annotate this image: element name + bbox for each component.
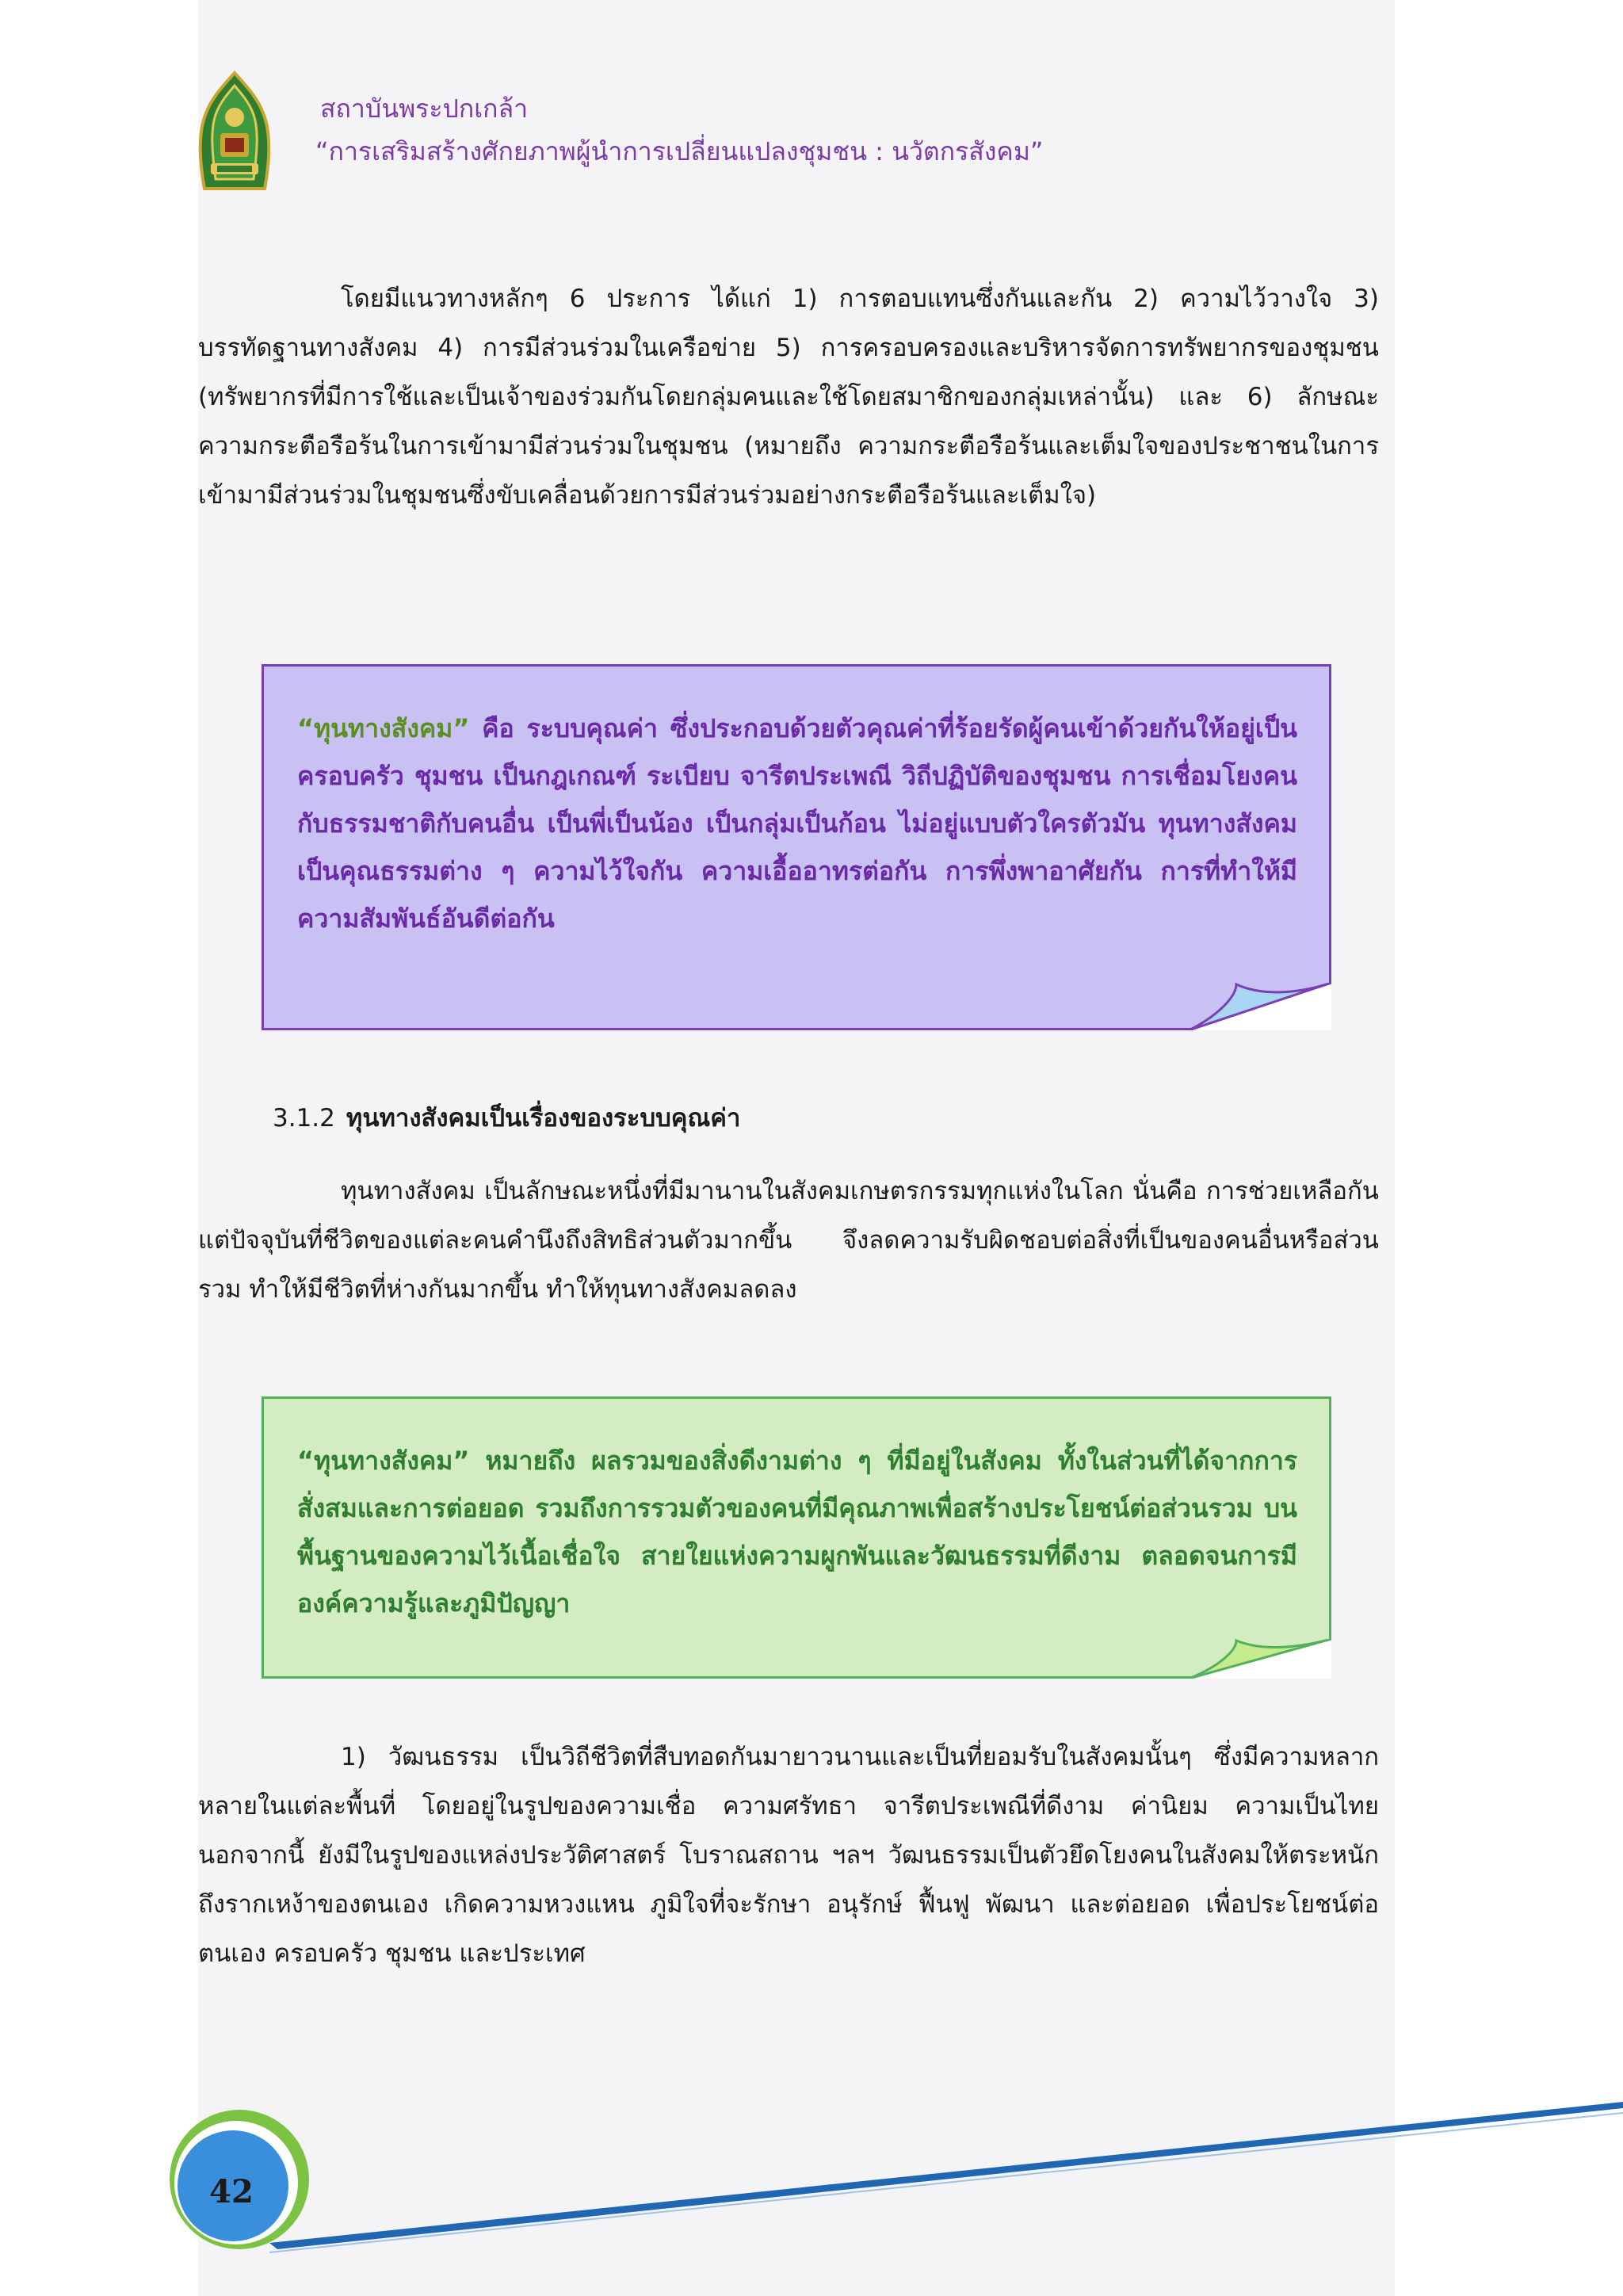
paragraph-3-text: 1) วัฒนธรรม เป็นวิถีชีวิตที่สืบทอดกันมายาวนานและเป็นที่ยอมรับในสังคมนั้นๆ ซึ่งมีความหลากหลายในแต่ละพื้นที่ โดยอยู่ในรูปของความเชื่อ ความศรัทธา จารีตประเพณีที่ดีงาม ค่านิยม ความเป็นไทย นอกจากนี้ ยังมีในรูปของแหล่งประวัติศาสตร์ โบราณสถาน ฯลฯ วัฒนธรรมเป็นตัวยึดโยงคนในสังคมให้ตระหนักถึงรากเหง้าของตนเอง เกิดความหวงแหน ภูมิใจที่จะรักษา อนุรักษ์ ฟื้นฟู พัฒนา และต่อยอด เพื่อประโยชน์ต่อตนเอง ครอบครัว ชุมชน และประเทศ — [198, 1743, 1379, 1968]
page-curl-icon — [1189, 1639, 1331, 1679]
section-paragraph — [198, 1167, 1379, 1314]
definition-callout-green — [262, 1396, 1331, 1679]
document-subtitle: “การเสริมสร้างศักยภาพผู้นำการเปลี่ยนแปลงชุมชน : นวัตกรสังคม” — [315, 136, 1044, 166]
paragraph-1-text: โดยมีแนวทางหลักๆ 6 ประการ ได้แก่ 1) การตอบแทนซึ่งกันและกัน 2) ความไว้วางใจ 3) บรรทัดฐานทางสังคม 4) การมีส่วนร่วมในเครือข่าย 5) การครอบครองและบริหารจัดการทรัพยากรของชุมชน (ทรัพยากรที่มีการใช้และเป็นเจ้าของร่วมกันโดยกลุ่มคนและใช้โดยสมาชิกของกลุ่มเหล่านั้น) และ 6) ลักษณะความกระตือรือร้นในการเข้ามามีส่วนร่วมในชุมชน (หมายถึง ความกระตือรือร้นและเต็มใจของประชาชนในการเข้ามามีส่วนร่วมในชุมชนซึ่งขับเคลื่อนด้วยการมีส่วนร่วมอย่างกระตือรือร้นและเต็มใจ) — [198, 285, 1379, 510]
callout-1-term: “ทุนทางสังคม” — [297, 713, 470, 743]
section-title: ทุนทางสังคมเป็นเรื่องของระบบคุณค่า — [346, 1104, 741, 1133]
institute-emblem-logo — [193, 70, 276, 193]
culture-paragraph — [198, 1733, 1379, 1978]
institution-name: สถาบันพระปกเกล้า — [320, 94, 529, 124]
page-number: 42 — [209, 2173, 254, 2210]
callout-2-term: “ทุนทางสังคม” — [297, 1446, 470, 1476]
paragraph-2-text: ทุนทางสังคม เป็นลักษณะหนึ่งที่มีมานานในสังคมเกษตรกรรมทุกแห่งในโลก นั่นคือ การช่วยเหลือกัน แต่ปัจจุบันที่ชีวิตของแต่ละคนคำนึงถึงสิทธิส่วนตัวมากขึ้น จึงลดความรับผิดชอบต่อสิ่งที่เป็นของคนอื่นหรือส่วนรวม ทำให้มีชีวิตที่ห่างกันมากขึ้น ทำให้ทุนทางสังคมลดลง — [198, 1177, 1379, 1304]
callout-2-text: หมายถึง ผลรวมของสิ่งดีงามต่าง ๆ ที่มีอยู่ในสังคม ทั้งในส่วนที่ได้จากการสั่งสมและการต่อยอด รวมถึงการรวมตัวของคนที่มีคุณภาพเพื่อสร้างประโยชน์ต่อส่วนรวม บนพื้นฐานของความไว้เนื้อเชื่อใจ สายใยแห่งความผูกพันและวัฒนธรรมที่ดีงาม ตลอดจนการมีองค์ความรู้และภูมิปัญญา — [297, 1446, 1297, 1618]
callout-1-text: คือ ระบบคุณค่า ซึ่งประกอบด้วยตัวคุณค่าที่ร้อยรัดผู้คนเข้าด้วยกันให้อยู่เป็นครอบครัว ชุมชน เป็นกฎเกณฑ์ ระเบียบ จารีตประเพณี วิถีปฏิบัติของชุมชน การเชื่อมโยงคนกับธรรมชาติกับคนอื่น เป็นพี่เป็นน้อง เป็นกลุ่มเป็นก้อน ไม่อยู่แบบตัวใครตัวมัน ทุนทางสังคมเป็นคุณธรรมต่าง ๆ ความไว้ใจกัน ความเอื้ออาทรต่อกัน การพึ่งพาอาศัยกัน การที่ทำให้มีความสัมพันธ์อันดีต่อกัน — [297, 713, 1297, 934]
page-curl-icon — [1189, 983, 1331, 1030]
definition-callout-purple — [262, 664, 1331, 1030]
section-number: 3.1.2 — [273, 1104, 335, 1133]
intro-paragraph — [198, 274, 1379, 520]
section-heading — [273, 1098, 740, 1137]
